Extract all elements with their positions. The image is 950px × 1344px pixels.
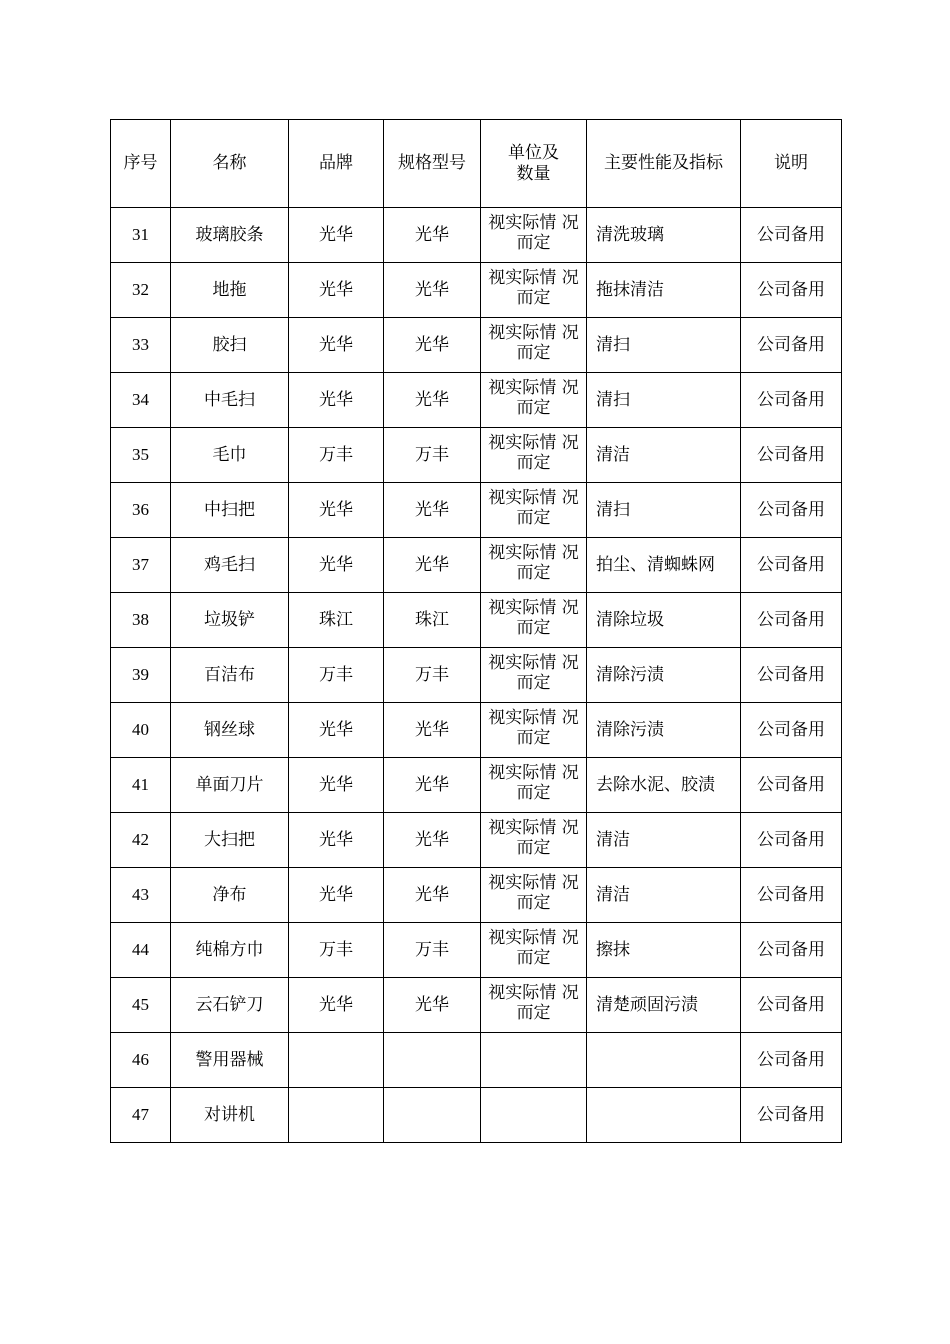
- cell-model: 光华: [384, 373, 481, 428]
- cell-model: 万丰: [384, 923, 481, 978]
- cell-note: 公司备用: [741, 923, 842, 978]
- table-row: [111, 868, 842, 923]
- cell-model: 光华: [384, 263, 481, 318]
- cell-seq: 46: [111, 1033, 171, 1088]
- header-performance: 主要性能及指标: [587, 120, 741, 208]
- cell-brand: 万丰: [289, 428, 384, 483]
- cell-note: 公司备用: [741, 813, 842, 868]
- table-row: [111, 758, 842, 813]
- cell-unit: [481, 318, 587, 373]
- header-seq: 序号: [111, 120, 171, 208]
- cell-unit: [481, 978, 587, 1033]
- cell-brand: 光华: [289, 318, 384, 373]
- cell-seq: 34: [111, 373, 171, 428]
- cell-brand: 光华: [289, 703, 384, 758]
- cell-unit-line1: 视实际情 况: [488, 983, 579, 1003]
- cell-performance: 去除水泥、胶渍: [587, 758, 741, 813]
- cell-unit-line1: 视实际情 况: [488, 873, 579, 893]
- cell-unit: [481, 1033, 587, 1088]
- cell-seq: 43: [111, 868, 171, 923]
- cell-unit-line1: 视实际情 况: [488, 213, 579, 233]
- cell-seq: 40: [111, 703, 171, 758]
- cell-note: 公司备用: [741, 318, 842, 373]
- cell-brand: 万丰: [289, 648, 384, 703]
- cell-unit-line1: 视实际情 况: [488, 818, 579, 838]
- cell-note: 公司备用: [741, 1033, 842, 1088]
- cell-unit-line2: 而定: [516, 838, 551, 859]
- cell-brand: 光华: [289, 978, 384, 1033]
- cell-note: 公司备用: [741, 703, 842, 758]
- cell-brand: 光华: [289, 758, 384, 813]
- cell-unit-line1: 视实际情 况: [488, 488, 579, 508]
- table-row: [111, 1088, 842, 1143]
- header-unit: [481, 120, 587, 208]
- cell-note: 公司备用: [741, 978, 842, 1033]
- cell-unit: [481, 868, 587, 923]
- cell-unit-line1: 视实际情 况: [488, 543, 579, 563]
- cell-name: 对讲机: [171, 1088, 289, 1143]
- cell-unit-line2: 而定: [516, 398, 551, 419]
- cell-note: 公司备用: [741, 428, 842, 483]
- cell-unit: [481, 373, 587, 428]
- cell-unit-line1: 视实际情 况: [488, 378, 579, 398]
- cell-unit: [481, 538, 587, 593]
- cell-performance: 拖抹清洁: [587, 263, 741, 318]
- cell-unit: [481, 1088, 587, 1143]
- cell-model: 万丰: [384, 648, 481, 703]
- cell-model: 光华: [384, 483, 481, 538]
- cell-name: 纯棉方巾: [171, 923, 289, 978]
- table-row: [111, 703, 842, 758]
- header-model: 规格型号: [384, 120, 481, 208]
- cell-unit-line2: 而定: [516, 1003, 551, 1024]
- cell-unit-line2: 而定: [516, 618, 551, 639]
- cell-seq: 47: [111, 1088, 171, 1143]
- cell-note: 公司备用: [741, 483, 842, 538]
- cell-name: 毛巾: [171, 428, 289, 483]
- cell-unit-line2: 而定: [516, 783, 551, 804]
- cell-unit: [481, 208, 587, 263]
- cell-performance: 清扫: [587, 483, 741, 538]
- cell-unit-line1: 视实际情 况: [488, 598, 579, 618]
- cell-unit: [481, 428, 587, 483]
- cell-seq: 31: [111, 208, 171, 263]
- cell-performance: 清除污渍: [587, 648, 741, 703]
- cell-seq: 35: [111, 428, 171, 483]
- cell-performance: 清除垃圾: [587, 593, 741, 648]
- cell-unit: [481, 648, 587, 703]
- cell-unit-line2: 而定: [516, 288, 551, 309]
- cell-name: 胶扫: [171, 318, 289, 373]
- cell-model: 光华: [384, 813, 481, 868]
- table-row: [111, 538, 842, 593]
- cell-brand: 光华: [289, 208, 384, 263]
- cell-unit-line1: 视实际情 况: [488, 323, 579, 343]
- cell-seq: 37: [111, 538, 171, 593]
- cell-unit-line2: 而定: [516, 563, 551, 584]
- cell-model: [384, 1088, 481, 1143]
- cell-model: 光华: [384, 758, 481, 813]
- cell-note: 公司备用: [741, 208, 842, 263]
- cell-brand: [289, 1088, 384, 1143]
- cell-seq: 45: [111, 978, 171, 1033]
- cell-model: 光华: [384, 703, 481, 758]
- cell-seq: 39: [111, 648, 171, 703]
- cell-performance: 清除污渍: [587, 703, 741, 758]
- cell-note: 公司备用: [741, 648, 842, 703]
- cell-unit-line2: 而定: [516, 343, 551, 364]
- header-unit-line2: 数量: [516, 163, 551, 184]
- table-row: [111, 813, 842, 868]
- cell-unit: [481, 593, 587, 648]
- table-row: [111, 428, 842, 483]
- cell-name: 鸡毛扫: [171, 538, 289, 593]
- equipment-table: [110, 119, 842, 1143]
- cell-seq: 41: [111, 758, 171, 813]
- cell-brand: 光华: [289, 813, 384, 868]
- table-row: [111, 923, 842, 978]
- cell-unit: [481, 703, 587, 758]
- cell-model: 珠江: [384, 593, 481, 648]
- cell-name: 百洁布: [171, 648, 289, 703]
- cell-note: 公司备用: [741, 263, 842, 318]
- cell-brand: [289, 1033, 384, 1088]
- cell-performance: 清洗玻璃: [587, 208, 741, 263]
- cell-model: 万丰: [384, 428, 481, 483]
- cell-note: 公司备用: [741, 373, 842, 428]
- cell-unit-line2: 而定: [516, 728, 551, 749]
- cell-brand: 光华: [289, 373, 384, 428]
- cell-performance: 清扫: [587, 318, 741, 373]
- cell-seq: 32: [111, 263, 171, 318]
- cell-unit: [481, 923, 587, 978]
- cell-performance: 清洁: [587, 428, 741, 483]
- cell-unit-line1: 视实际情 况: [488, 653, 579, 673]
- cell-unit-line2: 而定: [516, 893, 551, 914]
- header-brand: 品牌: [289, 120, 384, 208]
- cell-model: 光华: [384, 868, 481, 923]
- cell-note: 公司备用: [741, 868, 842, 923]
- cell-performance: [587, 1033, 741, 1088]
- cell-name: 中毛扫: [171, 373, 289, 428]
- cell-note: 公司备用: [741, 538, 842, 593]
- cell-unit-line2: 而定: [516, 233, 551, 254]
- table-header-row: [111, 120, 842, 208]
- cell-performance: 清楚顽固污渍: [587, 978, 741, 1033]
- cell-unit-line1: 视实际情 况: [488, 928, 579, 948]
- cell-model: 光华: [384, 978, 481, 1033]
- table-row: [111, 1033, 842, 1088]
- cell-unit-line2: 而定: [516, 673, 551, 694]
- cell-unit-line1: 视实际情 况: [488, 268, 579, 288]
- table-row: [111, 208, 842, 263]
- cell-note: 公司备用: [741, 1088, 842, 1143]
- cell-performance: 清洁: [587, 813, 741, 868]
- cell-unit-line1: 视实际情 况: [488, 433, 579, 453]
- table-row: [111, 318, 842, 373]
- cell-seq: 42: [111, 813, 171, 868]
- table-row: [111, 648, 842, 703]
- header-unit-line1: 单位及: [508, 143, 559, 164]
- cell-brand: 光华: [289, 538, 384, 593]
- cell-performance: 擦抹: [587, 923, 741, 978]
- cell-name: 单面刀片: [171, 758, 289, 813]
- cell-unit: [481, 483, 587, 538]
- table-row: [111, 263, 842, 318]
- cell-brand: 光华: [289, 868, 384, 923]
- cell-unit-line2: 而定: [516, 508, 551, 529]
- cell-performance: 清扫: [587, 373, 741, 428]
- table-row: [111, 373, 842, 428]
- cell-unit-line2: 而定: [516, 453, 551, 474]
- cell-model: [384, 1033, 481, 1088]
- header-note: 说明: [741, 120, 842, 208]
- cell-performance: 清洁: [587, 868, 741, 923]
- table-row: [111, 593, 842, 648]
- cell-seq: 36: [111, 483, 171, 538]
- cell-note: 公司备用: [741, 593, 842, 648]
- cell-name: 警用器械: [171, 1033, 289, 1088]
- table-row: [111, 978, 842, 1033]
- cell-seq: 33: [111, 318, 171, 373]
- cell-name: 中扫把: [171, 483, 289, 538]
- header-name: 名称: [171, 120, 289, 208]
- table-body: [111, 208, 842, 1143]
- cell-unit-line1: 视实际情 况: [488, 763, 579, 783]
- cell-unit-line2: 而定: [516, 948, 551, 969]
- table-row: [111, 483, 842, 538]
- cell-name: 净布: [171, 868, 289, 923]
- cell-name: 垃圾铲: [171, 593, 289, 648]
- cell-unit-line1: 视实际情 况: [488, 708, 579, 728]
- cell-brand: 光华: [289, 263, 384, 318]
- cell-name: 大扫把: [171, 813, 289, 868]
- cell-model: 光华: [384, 318, 481, 373]
- cell-name: 地拖: [171, 263, 289, 318]
- cell-brand: 珠江: [289, 593, 384, 648]
- cell-note: 公司备用: [741, 758, 842, 813]
- cell-model: 光华: [384, 208, 481, 263]
- cell-performance: 拍尘、清蜘蛛网: [587, 538, 741, 593]
- cell-unit: [481, 263, 587, 318]
- cell-brand: 光华: [289, 483, 384, 538]
- cell-unit: [481, 758, 587, 813]
- cell-name: 钢丝球: [171, 703, 289, 758]
- cell-performance: [587, 1088, 741, 1143]
- cell-unit: [481, 813, 587, 868]
- cell-name: 云石铲刀: [171, 978, 289, 1033]
- cell-seq: 44: [111, 923, 171, 978]
- cell-brand: 万丰: [289, 923, 384, 978]
- cell-name: 玻璃胶条: [171, 208, 289, 263]
- cell-model: 光华: [384, 538, 481, 593]
- cell-seq: 38: [111, 593, 171, 648]
